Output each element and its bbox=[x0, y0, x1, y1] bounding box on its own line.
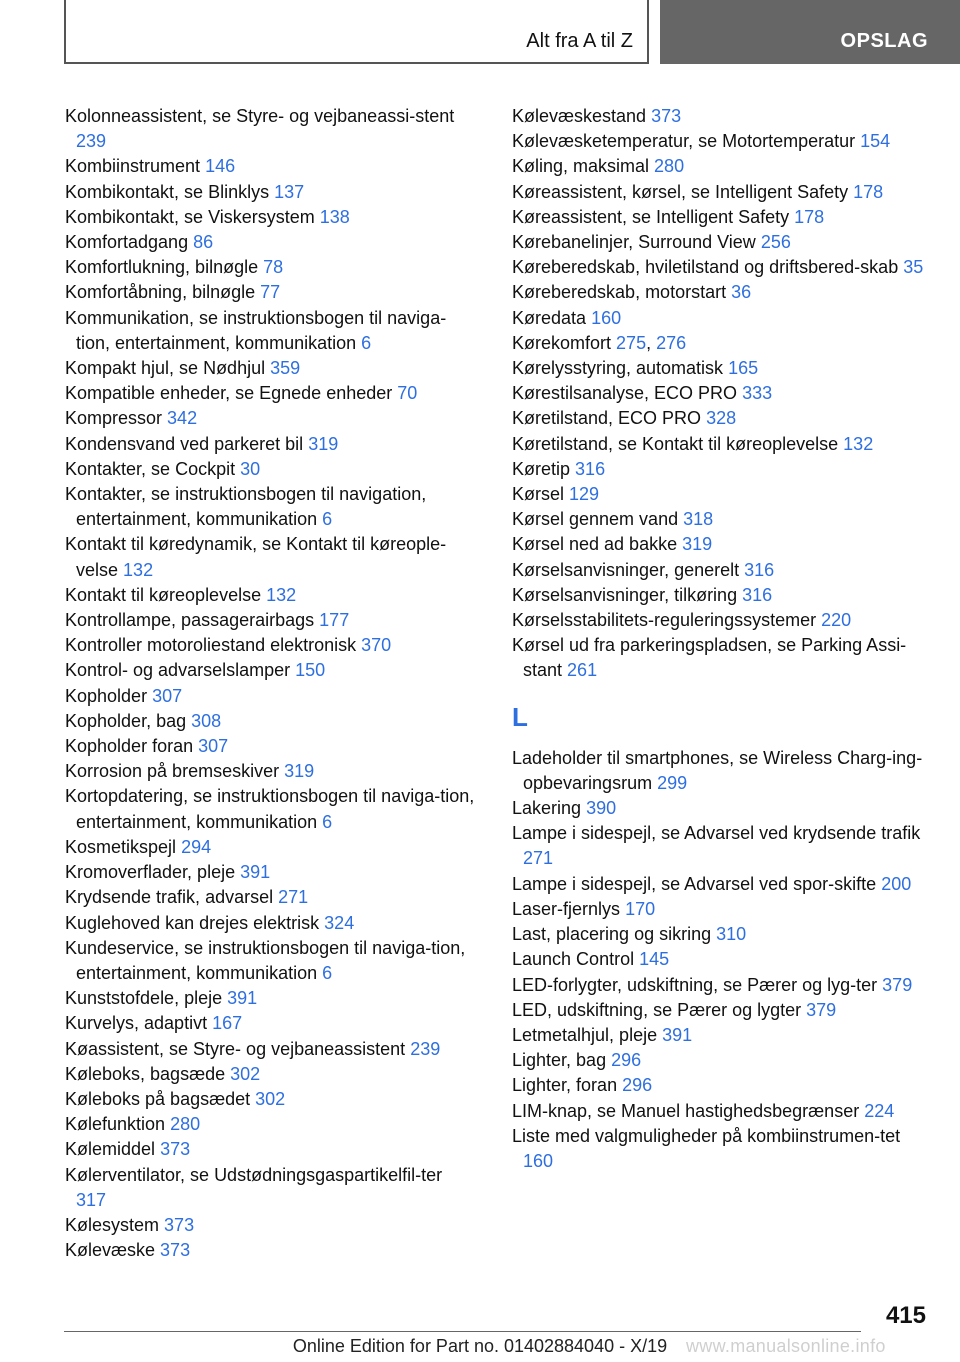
index-entry bbox=[65, 1062, 475, 1087]
page-reference-link[interactable]: 6 bbox=[361, 332, 372, 353]
index-entry bbox=[512, 973, 932, 998]
page-reference-link[interactable]: 359 bbox=[270, 358, 301, 379]
index-entry bbox=[65, 784, 475, 834]
page-reference-link[interactable]: 6 bbox=[322, 811, 333, 832]
page-reference-link[interactable]: 132 bbox=[843, 433, 874, 454]
index-term: Kølerventilator, se Udstødningsgaspartikelfil-ter bbox=[65, 1164, 443, 1185]
index-entry bbox=[512, 406, 932, 431]
index-term: Laser-fjernlys bbox=[512, 898, 621, 919]
page-reference-link[interactable]: 256 bbox=[760, 232, 791, 253]
index-entry bbox=[65, 205, 475, 230]
index-term: Kølevæskestand bbox=[512, 106, 647, 126]
index-term: Kørelysstyring, automatisk bbox=[512, 358, 724, 379]
index-entry bbox=[65, 734, 475, 759]
index-term: Kørsel ned ad bakke bbox=[512, 534, 678, 555]
index-entry bbox=[512, 872, 932, 897]
page-reference-link[interactable]: 296 bbox=[611, 1050, 642, 1071]
index-entry bbox=[65, 1011, 475, 1036]
page-reference-link[interactable]: 129 bbox=[569, 484, 600, 505]
index-term: Kopholder bbox=[65, 685, 148, 706]
index-term: Køreberedskab, motorstart bbox=[512, 282, 727, 303]
index-entry bbox=[65, 482, 475, 532]
index-term: Kunststofdele, pleje bbox=[65, 988, 223, 1009]
index-term: Kølevæske bbox=[65, 1240, 156, 1261]
index-term: Kontroller motoroliestand elektronisk bbox=[65, 635, 357, 656]
index-term: Kølevæsketemperatur, se Motortemperatur bbox=[512, 131, 856, 152]
index-term: LIM-knap, se Manuel hastighedsbegrænser bbox=[512, 1100, 860, 1121]
index-term: Kortopdatering, se instruktionsbogen til naviga-tion, entertainment, kommunikation bbox=[65, 786, 475, 832]
page-reference-link[interactable]: 167 bbox=[212, 1013, 243, 1034]
index-term: Kuglehoved kan drejes elektrisk bbox=[65, 912, 320, 933]
page-reference-link[interactable]: 391 bbox=[227, 988, 258, 1009]
index-term: Lampe i sidespejl, se Advarsel ved spor-skifte bbox=[512, 873, 877, 894]
index-column-left bbox=[65, 104, 475, 1263]
page-reference-link[interactable]: 328 bbox=[706, 408, 737, 429]
page-reference-link[interactable]: 316 bbox=[575, 458, 606, 479]
page-reference-link[interactable]: 373 bbox=[160, 1139, 191, 1160]
index-term: Korrosion på bremseskiver bbox=[65, 761, 280, 782]
page-reference-link[interactable]: 36 bbox=[731, 282, 752, 303]
index-term: Kromoverflader, pleje bbox=[65, 862, 236, 883]
index-entry bbox=[512, 558, 932, 583]
page-reference-link[interactable]: 200 bbox=[881, 873, 912, 894]
page-reference-link[interactable]: 6 bbox=[322, 962, 333, 983]
page-reference-link[interactable]: 70 bbox=[397, 383, 418, 404]
page-reference-link[interactable]: 342 bbox=[167, 408, 198, 429]
page-reference-link[interactable]: 390 bbox=[586, 798, 617, 819]
page-reference-link[interactable]: 35 bbox=[903, 257, 924, 278]
index-term: Kombiinstrument bbox=[65, 156, 201, 177]
index-entry bbox=[65, 759, 475, 784]
page-reference-link[interactable]: 296 bbox=[622, 1075, 653, 1096]
index-term: Kørsel bbox=[512, 484, 565, 505]
index-entry bbox=[65, 180, 475, 205]
index-term: Kundeservice, se instruktionsbogen til naviga-tion, entertainment, kommunikation bbox=[65, 937, 466, 983]
page-reference-link[interactable]: 6 bbox=[322, 509, 333, 530]
index-entry bbox=[512, 1099, 932, 1124]
index-entry bbox=[512, 1023, 932, 1048]
index-entry bbox=[512, 306, 932, 331]
index-entry bbox=[512, 998, 932, 1023]
index-term: Kontrollampe, passagerairbags bbox=[65, 610, 315, 631]
index-entry bbox=[512, 104, 932, 129]
page-reference-link[interactable]: 317 bbox=[76, 1189, 107, 1210]
index-entry bbox=[65, 936, 475, 986]
page-reference-link[interactable]: 160 bbox=[591, 307, 622, 328]
index-term: Lighter, bag bbox=[512, 1050, 607, 1071]
index-entry bbox=[65, 658, 475, 683]
index-entry bbox=[65, 684, 475, 709]
index-entry bbox=[65, 608, 475, 633]
index-entry bbox=[65, 381, 475, 406]
index-column-right bbox=[512, 104, 932, 1174]
index-term: Kompakt hjul, se Nødhjul bbox=[65, 358, 266, 379]
index-entry bbox=[65, 1213, 475, 1238]
page-separator: , bbox=[646, 332, 652, 353]
index-term: Kølesystem bbox=[65, 1214, 160, 1235]
index-entry bbox=[512, 255, 932, 280]
index-entry bbox=[65, 1163, 475, 1213]
page-reference-link[interactable]: 294 bbox=[181, 836, 212, 857]
index-entry bbox=[512, 1124, 932, 1174]
index-entry bbox=[65, 230, 475, 255]
page-reference-link[interactable]: 145 bbox=[639, 949, 670, 970]
index-term: Kosmetikspejl bbox=[65, 836, 177, 857]
page-reference-link[interactable]: 307 bbox=[198, 736, 229, 757]
index-entry bbox=[65, 633, 475, 658]
index-term: Last, placering og sikring bbox=[512, 924, 712, 945]
index-entry bbox=[512, 947, 932, 972]
index-term: Kølefunktion bbox=[65, 1114, 166, 1135]
index-entry bbox=[65, 835, 475, 860]
index-term: Kurvelys, adaptivt bbox=[65, 1013, 208, 1034]
page-reference-link[interactable]: 30 bbox=[240, 458, 261, 479]
index-term: LED-forlygter, udskiftning, se Pærer og lyg-ter bbox=[512, 974, 878, 995]
page-reference-link[interactable]: 271 bbox=[278, 887, 309, 908]
index-term: Kørselsanvisninger, tilkøring bbox=[512, 584, 738, 605]
index-list-right-bottom bbox=[512, 746, 932, 1174]
page-reference-link[interactable]: 275 bbox=[616, 332, 647, 353]
page-reference-link[interactable]: 276 bbox=[656, 332, 687, 353]
page-reference-link[interactable]: 132 bbox=[123, 559, 154, 580]
page-reference-link[interactable]: 239 bbox=[410, 1038, 441, 1059]
page-reference-link[interactable]: 391 bbox=[240, 862, 271, 883]
index-term: Komfortadgang bbox=[65, 232, 189, 253]
page-reference-link[interactable]: 307 bbox=[152, 685, 183, 706]
page-reference-link[interactable]: 391 bbox=[662, 1024, 693, 1045]
index-term: Kommunikation, se instruktionsbogen til naviga-tion, entertainment, kommunikation bbox=[65, 307, 447, 353]
page-reference-link[interactable]: 319 bbox=[284, 761, 315, 782]
page-reference-link[interactable]: 316 bbox=[744, 559, 775, 580]
index-term: Kørselsanvisninger, generelt bbox=[512, 559, 740, 580]
page-reference-link[interactable]: 319 bbox=[308, 433, 339, 454]
page-reference-link[interactable]: 137 bbox=[274, 181, 305, 202]
index-term: Kørestilsanalyse, ECO PRO bbox=[512, 383, 738, 404]
index-term: Kørebanelinjer, Surround View bbox=[512, 232, 756, 253]
page-reference-link[interactable]: 280 bbox=[170, 1114, 201, 1135]
index-entry bbox=[512, 796, 932, 821]
index-entry bbox=[512, 922, 932, 947]
index-term: Køretilstand, ECO PRO bbox=[512, 408, 702, 429]
index-entry bbox=[512, 482, 932, 507]
index-entry bbox=[512, 280, 932, 305]
footer-edition: Online Edition for Part no. 01402884040 - X/19 bbox=[292, 1336, 668, 1356]
index-term: Køleboks på bagsædet bbox=[65, 1088, 251, 1109]
index-entry bbox=[65, 986, 475, 1011]
index-term: Køling, maksimal bbox=[512, 156, 650, 177]
index-term: Kolonneassistent, se Styre- og vejbaneassi-stent bbox=[65, 106, 455, 126]
page-reference-link[interactable]: 379 bbox=[806, 999, 837, 1020]
page-reference-link[interactable]: 86 bbox=[193, 232, 214, 253]
index-term: Køretilstand, se Kontakt til køreoplevelse bbox=[512, 433, 839, 454]
index-entry bbox=[65, 860, 475, 885]
index-entry bbox=[512, 583, 932, 608]
index-entry bbox=[512, 180, 932, 205]
index-entry bbox=[512, 507, 932, 532]
index-entry bbox=[512, 821, 932, 871]
index-entry bbox=[65, 255, 475, 280]
index-term: Lakering bbox=[512, 798, 582, 819]
index-term: Kontakt til køredynamik, se Kontakt til køreople-velse bbox=[65, 534, 447, 580]
page-reference-link[interactable]: 302 bbox=[255, 1088, 286, 1109]
index-entry bbox=[512, 356, 932, 381]
index-entry bbox=[512, 331, 932, 356]
index-term: Køredata bbox=[512, 307, 587, 328]
page-reference-link[interactable]: 132 bbox=[266, 584, 297, 605]
index-entry bbox=[65, 1137, 475, 1162]
index-term: Lighter, foran bbox=[512, 1075, 618, 1096]
page-reference-link[interactable]: 324 bbox=[324, 912, 355, 933]
page-reference-link[interactable]: 280 bbox=[654, 156, 685, 177]
page-reference-link[interactable]: 308 bbox=[191, 710, 222, 731]
index-term: Launch Control bbox=[512, 949, 635, 970]
index-term: Kopholder, bag bbox=[65, 710, 187, 731]
index-entry bbox=[65, 885, 475, 910]
letter-heading: L bbox=[512, 701, 528, 732]
index-entry bbox=[65, 457, 475, 482]
index-entry bbox=[65, 911, 475, 936]
index-entry bbox=[512, 633, 932, 683]
index-term: Kondensvand ved parkeret bil bbox=[65, 433, 304, 454]
index-entry bbox=[65, 306, 475, 356]
index-term: Køleboks, bagsæde bbox=[65, 1063, 226, 1084]
page-reference-link[interactable]: 154 bbox=[860, 131, 891, 152]
page-reference-link[interactable]: 146 bbox=[205, 156, 236, 177]
index-term: Kombikontakt, se Viskersystem bbox=[65, 206, 315, 227]
index-term: Køassistent, se Styre- og vejbaneassistent bbox=[65, 1038, 406, 1059]
index-entry bbox=[512, 432, 932, 457]
index-entry bbox=[65, 1238, 475, 1263]
page-reference-link[interactable]: 370 bbox=[361, 635, 392, 656]
index-entry bbox=[65, 356, 475, 381]
index-entry bbox=[512, 1073, 932, 1098]
page-reference-link[interactable]: 138 bbox=[319, 206, 350, 227]
index-entry bbox=[65, 154, 475, 179]
section-title: Alt fra A til Z bbox=[526, 30, 633, 52]
index-term: Kølemiddel bbox=[65, 1139, 156, 1160]
page-reference-link[interactable]: 78 bbox=[263, 257, 284, 278]
index-term: Lampe i sidespejl, se Advarsel ved krydsende trafik bbox=[512, 823, 921, 844]
page-reference-link[interactable]: 373 bbox=[160, 1240, 191, 1261]
index-entry bbox=[512, 1048, 932, 1073]
index-list-right-top bbox=[512, 104, 932, 684]
index-entry bbox=[65, 1112, 475, 1137]
index-term: Kørselsstabilitets-reguleringssystemer bbox=[512, 610, 817, 631]
header-tab-block bbox=[660, 0, 960, 64]
index-term: Kompatible enheder, se Egnede enheder bbox=[65, 383, 393, 404]
index-entry bbox=[65, 532, 475, 582]
index-entry bbox=[65, 1037, 475, 1062]
page-reference-link[interactable]: 239 bbox=[76, 131, 107, 152]
index-entry bbox=[512, 897, 932, 922]
index-term: Kørekomfort bbox=[512, 332, 612, 353]
page-reference-link[interactable]: 224 bbox=[864, 1100, 895, 1121]
index-entry bbox=[512, 230, 932, 255]
index-entry bbox=[65, 432, 475, 457]
page-number: 415 bbox=[885, 1302, 926, 1329]
page-reference-link[interactable]: 316 bbox=[742, 584, 773, 605]
page-reference-link[interactable]: 178 bbox=[794, 206, 825, 227]
index-term: Komfortåbning, bilnøgle bbox=[65, 282, 256, 303]
page-reference-link[interactable]: 373 bbox=[164, 1214, 195, 1235]
index-term: Køreassistent, kørsel, se Intelligent Safety bbox=[512, 181, 849, 202]
footer-divider bbox=[64, 1331, 861, 1332]
index-entry bbox=[512, 381, 932, 406]
index-term: Kombikontakt, se Blinklys bbox=[65, 181, 270, 202]
index-term: Kørsel gennem vand bbox=[512, 509, 679, 530]
page-reference-link[interactable]: 318 bbox=[683, 509, 714, 530]
index-term: Kørsel ud fra parkeringspladsen, se Parking Assi-stant bbox=[512, 635, 907, 681]
index-entry bbox=[512, 532, 932, 557]
page-reference-link[interactable]: 77 bbox=[260, 282, 281, 303]
page-reference-link[interactable]: 160 bbox=[523, 1150, 554, 1171]
page-reference-link[interactable]: 261 bbox=[567, 660, 598, 681]
section-tab-label: OPSLAG bbox=[840, 30, 928, 52]
index-term: Køreberedskab, hviletilstand og driftsbered-skab bbox=[512, 257, 899, 278]
index-entry bbox=[65, 104, 475, 154]
page-reference-link[interactable]: 373 bbox=[651, 106, 682, 126]
index-entry bbox=[65, 406, 475, 431]
index-term: Krydsende trafik, advarsel bbox=[65, 887, 274, 908]
index-entry bbox=[512, 608, 932, 633]
index-term: LED, udskiftning, se Pærer og lygter bbox=[512, 999, 802, 1020]
index-entry bbox=[512, 129, 932, 154]
page-reference-link[interactable]: 319 bbox=[682, 534, 713, 555]
watermark: www.manualsonline.info bbox=[686, 1336, 886, 1356]
index-entry bbox=[65, 583, 475, 608]
index-term: Kontakter, se Cockpit bbox=[65, 458, 236, 479]
page-reference-link[interactable]: 165 bbox=[728, 358, 759, 379]
index-entry bbox=[512, 746, 932, 796]
page-reference-link[interactable]: 310 bbox=[716, 924, 747, 945]
index-term: Komfortlukning, bilnøgle bbox=[65, 257, 259, 278]
index-term: Køreassistent, se Intelligent Safety bbox=[512, 206, 790, 227]
index-entry bbox=[65, 280, 475, 305]
page-reference-link[interactable]: 177 bbox=[319, 610, 350, 631]
index-term: Kontrol- og advarselslamper bbox=[65, 660, 291, 681]
page-reference-link[interactable]: 150 bbox=[295, 660, 326, 681]
index-entry bbox=[65, 709, 475, 734]
index-term: Kompressor bbox=[65, 408, 163, 429]
page-reference-link[interactable]: 302 bbox=[230, 1063, 261, 1084]
page-reference-link[interactable]: 170 bbox=[625, 898, 656, 919]
index-term: Liste med valgmuligheder på kombiinstrumen-tet bbox=[512, 1125, 901, 1146]
page-reference-link[interactable]: 220 bbox=[821, 610, 852, 631]
page-reference-link[interactable]: 379 bbox=[882, 974, 913, 995]
page-reference-link[interactable]: 178 bbox=[853, 181, 884, 202]
page-reference-link[interactable]: 333 bbox=[742, 383, 773, 404]
header-section-frame bbox=[64, 0, 649, 64]
index-term: Kontakter, se instruktionsbogen til navigation, entertainment, kommunikation bbox=[65, 484, 427, 530]
index-term: Kopholder foran bbox=[65, 736, 194, 757]
index-entry bbox=[512, 154, 932, 179]
index-term: Køretip bbox=[512, 458, 571, 479]
index-entry bbox=[65, 1087, 475, 1112]
index-term: Kontakt til køreoplevelse bbox=[65, 584, 262, 605]
page-reference-link[interactable]: 299 bbox=[657, 772, 688, 793]
index-entry bbox=[512, 457, 932, 482]
page-reference-link[interactable]: 271 bbox=[523, 848, 554, 869]
index-term: Letmetalhjul, pleje bbox=[512, 1024, 658, 1045]
index-entry bbox=[512, 205, 932, 230]
index-term: Ladeholder til smartphones, se Wireless Charg-ing-opbevaringsrum bbox=[512, 747, 923, 793]
